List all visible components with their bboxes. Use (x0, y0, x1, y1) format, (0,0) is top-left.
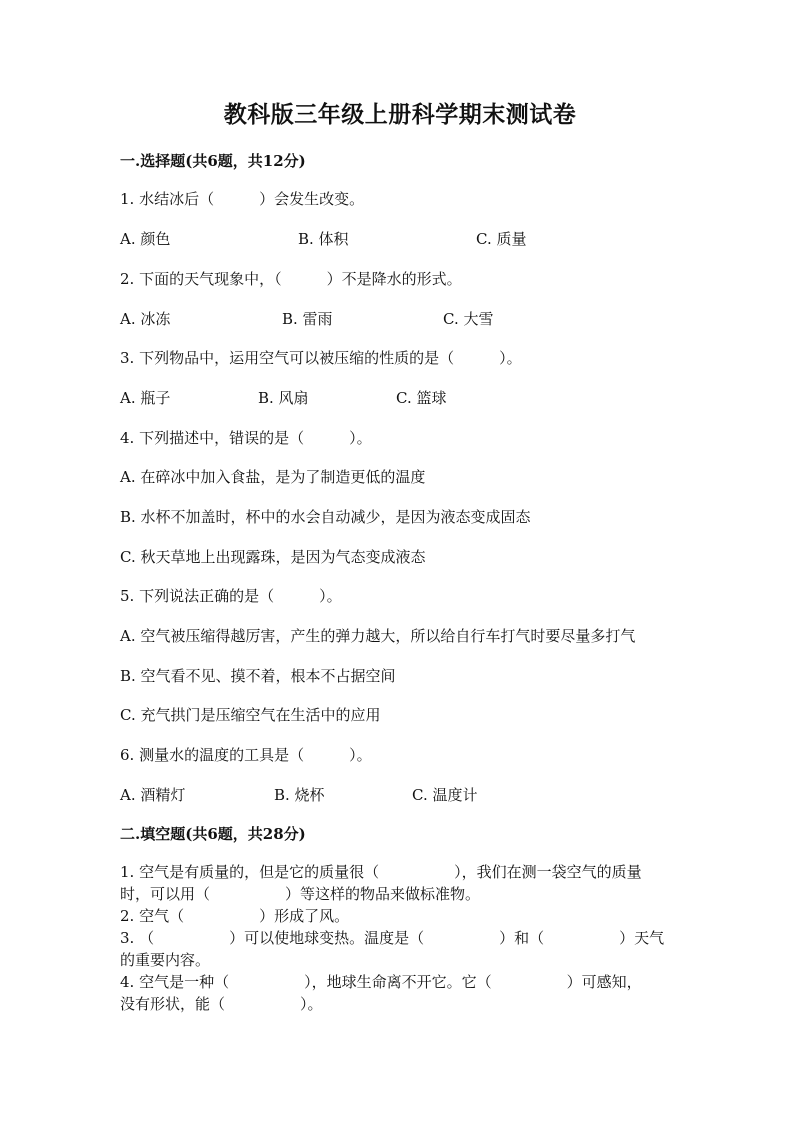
question-2-option-a: A. 冰冻 (120, 310, 171, 328)
question-1-option-a: A. 颜色 (120, 230, 171, 248)
page-title: 教科版三年级上册科学期末测试卷 (223, 101, 577, 128)
question-6-option-b: B. 烧杯 (274, 786, 325, 804)
question-6-stem: 6. 测量水的温度的工具是（ ）。 (120, 746, 372, 764)
question-2-option-c: C. 大雪 (443, 310, 494, 328)
question-5-option-b: B. 空气看不见、摸不着，根本不占据空间 (120, 667, 396, 685)
question-3-option-c: C. 篮球 (396, 389, 447, 407)
question-4-option-a: A. 在碎冰中加入食盐，是为了制造更低的温度 (120, 468, 426, 486)
question-5-option-a: A. 空气被压缩得越厉害，产生的弹力越大，所以给自行车打气时要尽量多打气 (120, 627, 636, 645)
question-6-option-a: A. 酒精灯 (120, 786, 186, 804)
question-5-stem: 5. 下列说法正确的是（ ）。 (120, 587, 342, 605)
question-2-stem: 2. 下面的天气现象中，（ ）不是降水的形式。 (120, 270, 462, 288)
fill-line-4: 3. （ ）可以使地球变热。温度是（ ）和（ ）天气 (120, 929, 665, 947)
fill-line-3: 2. 空气（ ）形成了风。 (120, 907, 350, 925)
fill-line-5: 的重要内容。 (120, 951, 211, 969)
question-5-option-c: C. 充气拱门是压缩空气在生活中的应用 (120, 706, 381, 724)
question-3-option-a: A. 瓶子 (120, 389, 171, 407)
fill-line-2: 时，可以用（ ）等这样的物品来做标准物。 (120, 885, 481, 903)
question-1-option-c: C. 质量 (476, 230, 527, 248)
section-heading-choice: 一.选择题(共6题，共12分) (120, 152, 306, 170)
question-4-stem: 4. 下列描述中，错误的是（ ）。 (120, 429, 372, 447)
question-3-option-b: B. 风扇 (258, 389, 309, 407)
question-6-option-c: C. 温度计 (412, 786, 478, 804)
question-1-option-b: B. 体积 (298, 230, 349, 248)
question-4-option-c: C. 秋天草地上出现露珠，是因为气态变成液态 (120, 548, 426, 566)
fill-line-7: 没有形状，能（ ）。 (120, 995, 323, 1013)
section-heading-fill: 二.填空题(共6题，共28分) (120, 825, 306, 843)
question-3-stem: 3. 下列物品中，运用空气可以被压缩的性质的是（ ）。 (120, 349, 522, 367)
question-1-stem: 1. 水结冰后（ ）会发生改变。 (120, 190, 365, 208)
fill-line-1: 1. 空气是有质量的，但是它的质量很（ ），我们在测一袋空气的质量 (120, 863, 642, 881)
question-4-option-b: B. 水杯不加盖时，杯中的水会自动减少，是因为液态变成固态 (120, 508, 531, 526)
fill-line-6: 4. 空气是一种（ ），地球生命离不开它。它（ ）可感知， (120, 973, 642, 991)
question-2-option-b: B. 雷雨 (282, 310, 333, 328)
